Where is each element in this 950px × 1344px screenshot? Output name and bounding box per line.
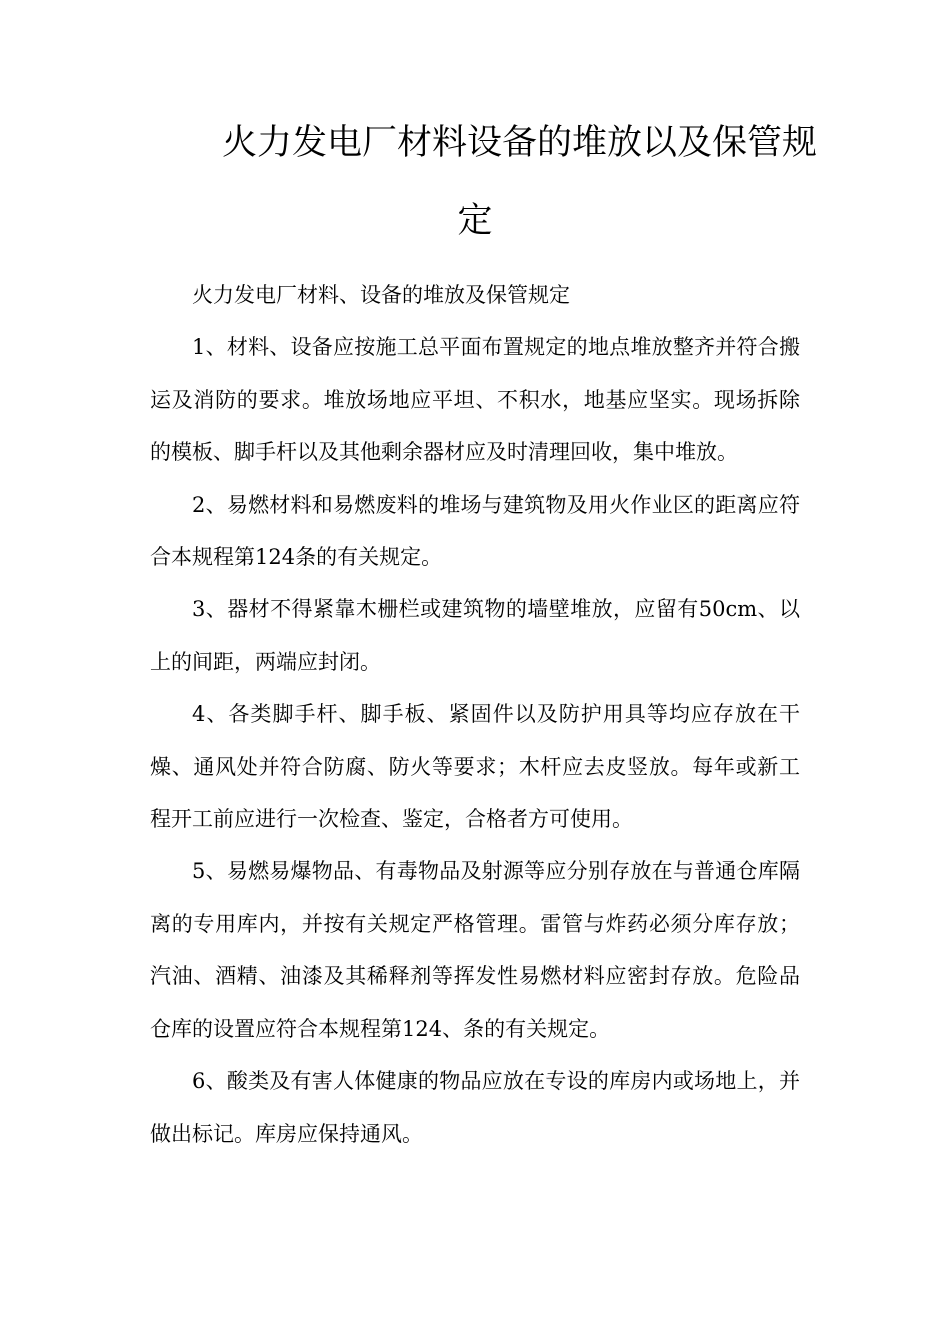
clause-2-paragraph: 2、易燃材料和易燃废料的堆场与建筑物及用火作业区的距离应符合本规程第124条的有关规定。	[150, 492, 800, 570]
clause-5-paragraph: 5、易燃易爆物品、有毒物品及射源等应分别存放在与普通仓库隔离的专用库内，并按有关规定严格管理。雷管与炸药必须分库存放；汽油、酒精、油漆及其稀释剂等挥发性易燃材料应密封存放。危险品仓库的设置应符合本规程第124、条的有关规定。	[150, 859, 800, 1041]
clause-3-paragraph: 3、器材不得紧靠木栅栏或建筑物的墙壁堆放，应留有50cm、以上的间距，两端应封闭。	[150, 597, 800, 674]
clause-1-paragraph: 1、材料、设备应按施工总平面布置规定的地点堆放整齐并符合搬运及消防的要求。堆放场地应平坦、不积水，地基应坚实。现场拆除的模板、脚手杆以及其他剩余器材应及时清理回收，集中堆放。	[150, 335, 800, 465]
clause-4-paragraph: 4、各类脚手杆、脚手板、紧固件以及防护用具等均应存放在干燥、通风处并符合防腐、防火等要求；木杆应去皮竖放。每年或新工程开工前应进行一次检查、鉴定，合格者方可使用。	[150, 702, 800, 832]
clause-6-paragraph: 6、酸类及有害人体健康的物品应放在专设的库房内或场地上，并做出标记。库房应保持通风。	[150, 1069, 800, 1146]
subtitle-paragraph: 火力发电厂材料、设备的堆放及保管规定	[192, 283, 570, 307]
document-title-line-1: 火力发电厂材料设备的堆放以及保管规	[222, 123, 818, 163]
document-body	[150, 269, 800, 1160]
document-title-line-2: 定	[457, 201, 493, 241]
